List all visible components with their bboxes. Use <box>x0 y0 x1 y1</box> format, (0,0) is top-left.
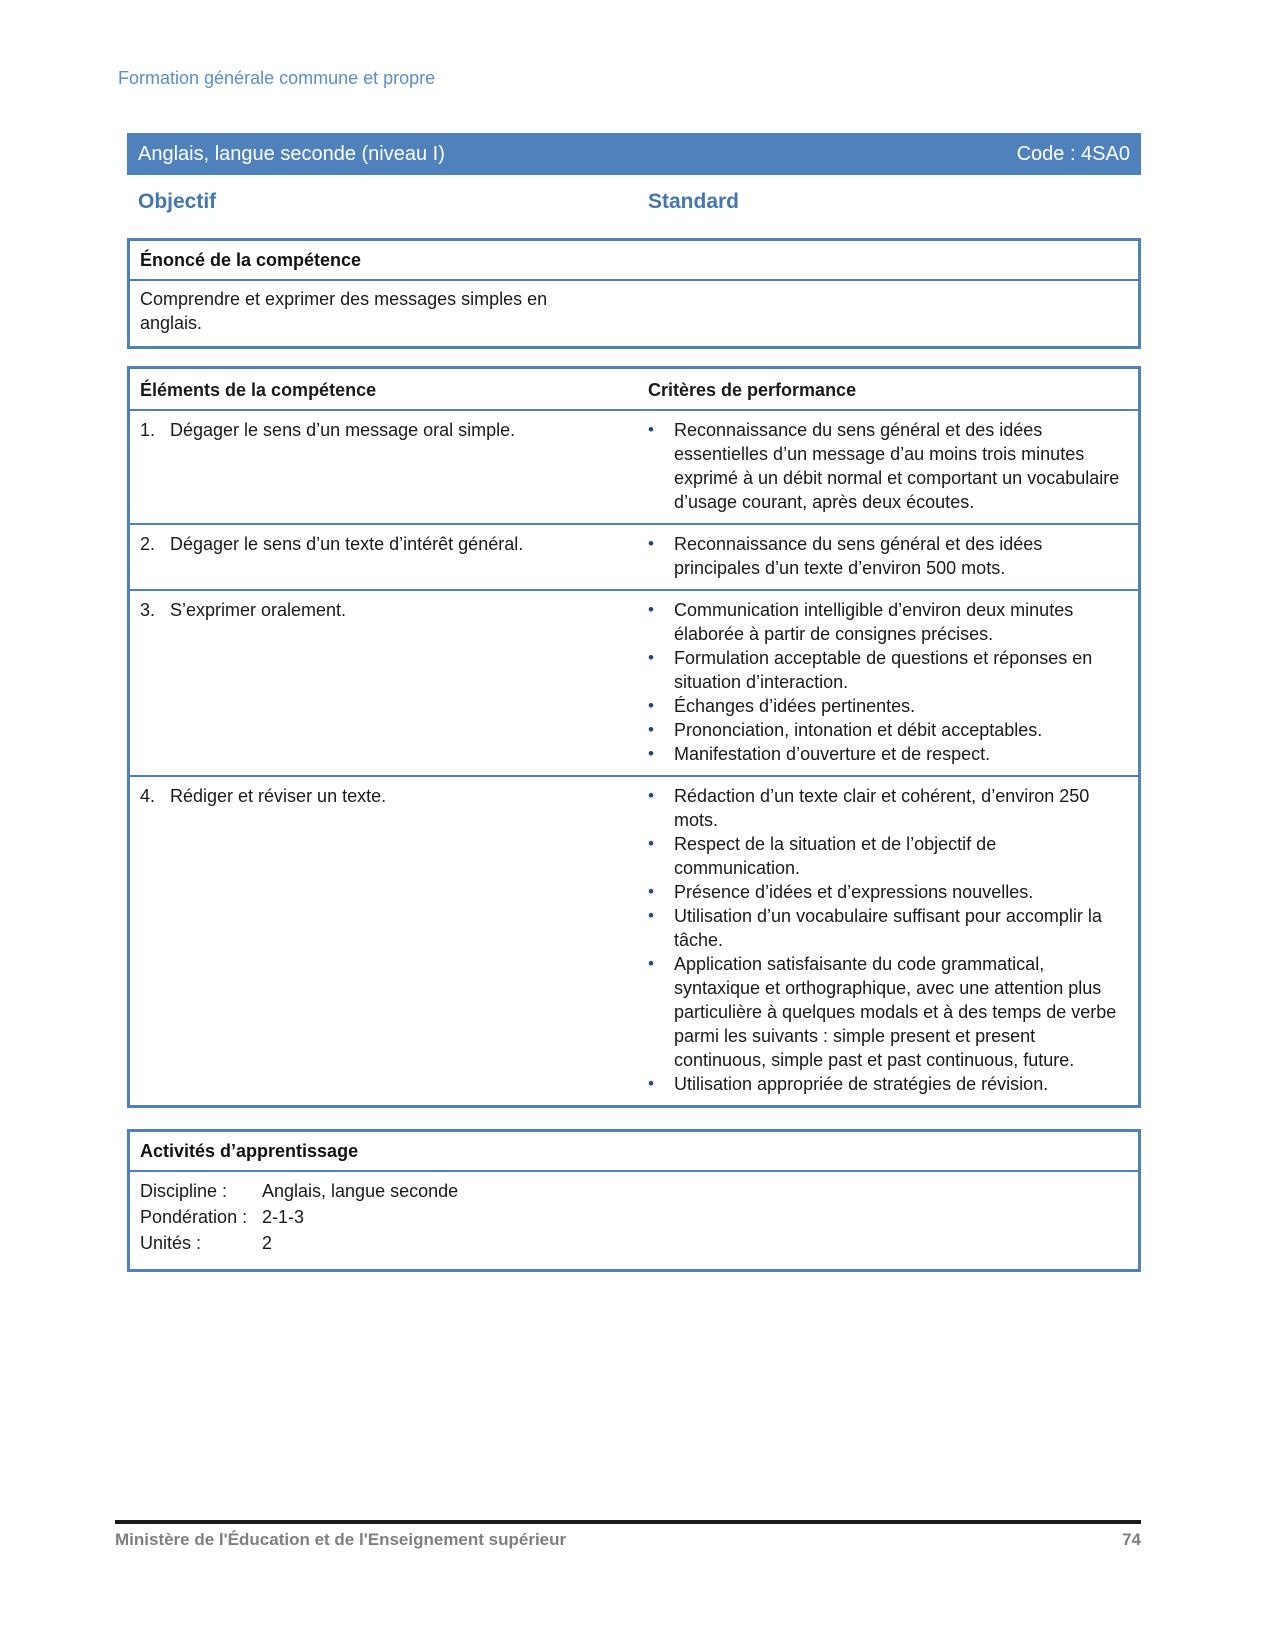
bullet-icon: • <box>648 420 654 439</box>
course-title-bar <box>127 133 1141 175</box>
unites-label: Unités : <box>140 1233 202 1253</box>
criteria-item <box>648 532 1120 580</box>
criteria-text: Échanges d’idées pertinentes. <box>674 696 916 716</box>
table-row <box>130 775 1138 1105</box>
competence-table <box>127 366 1141 1108</box>
course-title: Anglais, langue seconde (niveau I) <box>138 142 445 165</box>
objectif-heading: Objectif <box>138 190 217 213</box>
ponderation-value: 2-1-3 <box>262 1207 305 1227</box>
criteria-text: Application satisfaisante du code grammatical, syntaxique et orthographique, avec une attention plus particulière à quelques modals et à des temps de verbe parmi les suivants : simple present et present continuous, simple past et past continuous, future. <box>674 954 1117 1070</box>
table-row <box>130 589 1138 775</box>
enonce-statement: Comprendre et exprimer des messages simples en anglais. <box>140 289 548 333</box>
criteria-item <box>648 1072 1120 1096</box>
criteria-list <box>648 598 1120 766</box>
bullet-icon: • <box>648 720 654 739</box>
standard-heading: Standard <box>648 190 740 213</box>
criteria-text: Formulation acceptable de questions et réponses en situation d’interaction. <box>674 648 1093 692</box>
element-number: 2. <box>140 534 156 554</box>
element-item <box>140 784 600 808</box>
bullet-icon: • <box>648 954 654 973</box>
activites-fields <box>130 1172 1138 1269</box>
criteria-text: Rédaction d’un texte clair et cohérent, d’environ 250 mots. <box>674 786 1090 830</box>
element-number: 1. <box>140 420 156 440</box>
activites-box <box>127 1129 1141 1272</box>
table-header-row <box>130 369 1138 409</box>
element-item <box>140 532 600 556</box>
criteria-item <box>648 880 1120 904</box>
page-footer <box>115 1520 1141 1550</box>
criteria-list <box>648 418 1120 514</box>
criteria-item <box>648 742 1120 766</box>
criteria-text: Respect de la situation et de l’objectif de communication. <box>674 834 997 878</box>
criteria-item <box>648 832 1120 880</box>
criteres-column-header: Critères de performance <box>648 380 857 400</box>
criteria-list <box>648 784 1120 1096</box>
criteria-text: Utilisation d’un vocabulaire suffisant pour accomplir la tâche. <box>674 906 1102 950</box>
criteria-text: Communication intelligible d’environ deux minutes élaborée à partir de consignes précises. <box>674 600 1074 644</box>
criteria-item <box>648 598 1120 646</box>
enonce-box <box>127 238 1141 349</box>
element-text: S’exprimer oralement. <box>170 600 347 620</box>
discipline-value: Anglais, langue seconde <box>262 1181 459 1201</box>
criteria-item <box>648 646 1120 694</box>
bullet-icon: • <box>648 834 654 853</box>
bullet-icon: • <box>648 1074 654 1093</box>
element-item <box>140 418 600 442</box>
enonce-header: Énoncé de la compétence <box>130 241 1138 281</box>
criteria-item <box>648 904 1120 952</box>
table-row <box>130 409 1138 523</box>
section-headings <box>127 190 1141 218</box>
criteria-text: Reconnaissance du sens général et des idées essentielles d’un message d’au moins trois minutes exprimé à un débit normal et comportant un vocabulaire d’usage courant, après deux écoutes. <box>674 420 1120 512</box>
page-content <box>127 133 1141 1272</box>
criteria-text: Reconnaissance du sens général et des idées principales d’un texte d’environ 500 mots. <box>674 534 1043 578</box>
bullet-icon: • <box>648 696 654 715</box>
bullet-icon: • <box>648 882 654 901</box>
ponderation-label: Pondération : <box>140 1207 248 1227</box>
element-item <box>140 598 600 622</box>
criteria-item <box>648 694 1120 718</box>
criteria-text: Utilisation appropriée de stratégies de révision. <box>674 1074 1049 1094</box>
criteria-text: Manifestation d’ouverture et de respect. <box>674 744 991 764</box>
discipline-label: Discipline : <box>140 1181 228 1201</box>
unites-value: 2 <box>262 1233 273 1253</box>
course-code: Code : 4SA0 <box>1016 142 1130 165</box>
bullet-icon: • <box>648 600 654 619</box>
criteria-item <box>648 784 1120 832</box>
bullet-icon: • <box>648 648 654 667</box>
field-row <box>140 1178 1128 1204</box>
elements-column-header: Éléments de la compétence <box>140 380 377 400</box>
criteria-list <box>648 532 1120 580</box>
bullet-icon: • <box>648 534 654 553</box>
table-row <box>130 523 1138 589</box>
footer-page-number: 74 <box>1122 1530 1141 1549</box>
footer-rule <box>115 1520 1141 1524</box>
criteria-item <box>648 952 1120 1072</box>
footer-ministry: Ministère de l'Éducation et de l'Enseignement supérieur <box>115 1530 567 1549</box>
element-number: 4. <box>140 786 156 806</box>
enonce-body <box>130 281 1138 346</box>
element-text: Dégager le sens d’un texte d’intérêt général. <box>170 534 524 554</box>
criteria-text: Prononciation, intonation et débit acceptables. <box>674 720 1043 740</box>
criteria-item <box>648 718 1120 742</box>
criteria-text: Présence d’idées et d’expressions nouvelles. <box>674 882 1034 902</box>
field-row <box>140 1230 1128 1256</box>
activites-header: Activités d’apprentissage <box>130 1132 1138 1172</box>
running-header: Formation générale commune et propre <box>118 68 436 88</box>
element-number: 3. <box>140 600 156 620</box>
criteria-item <box>648 418 1120 514</box>
bullet-icon: • <box>648 786 654 805</box>
element-text: Dégager le sens d’un message oral simple. <box>170 420 516 440</box>
bullet-icon: • <box>648 744 654 763</box>
element-text: Rédiger et réviser un texte. <box>170 786 387 806</box>
bullet-icon: • <box>648 906 654 925</box>
field-row <box>140 1204 1128 1230</box>
